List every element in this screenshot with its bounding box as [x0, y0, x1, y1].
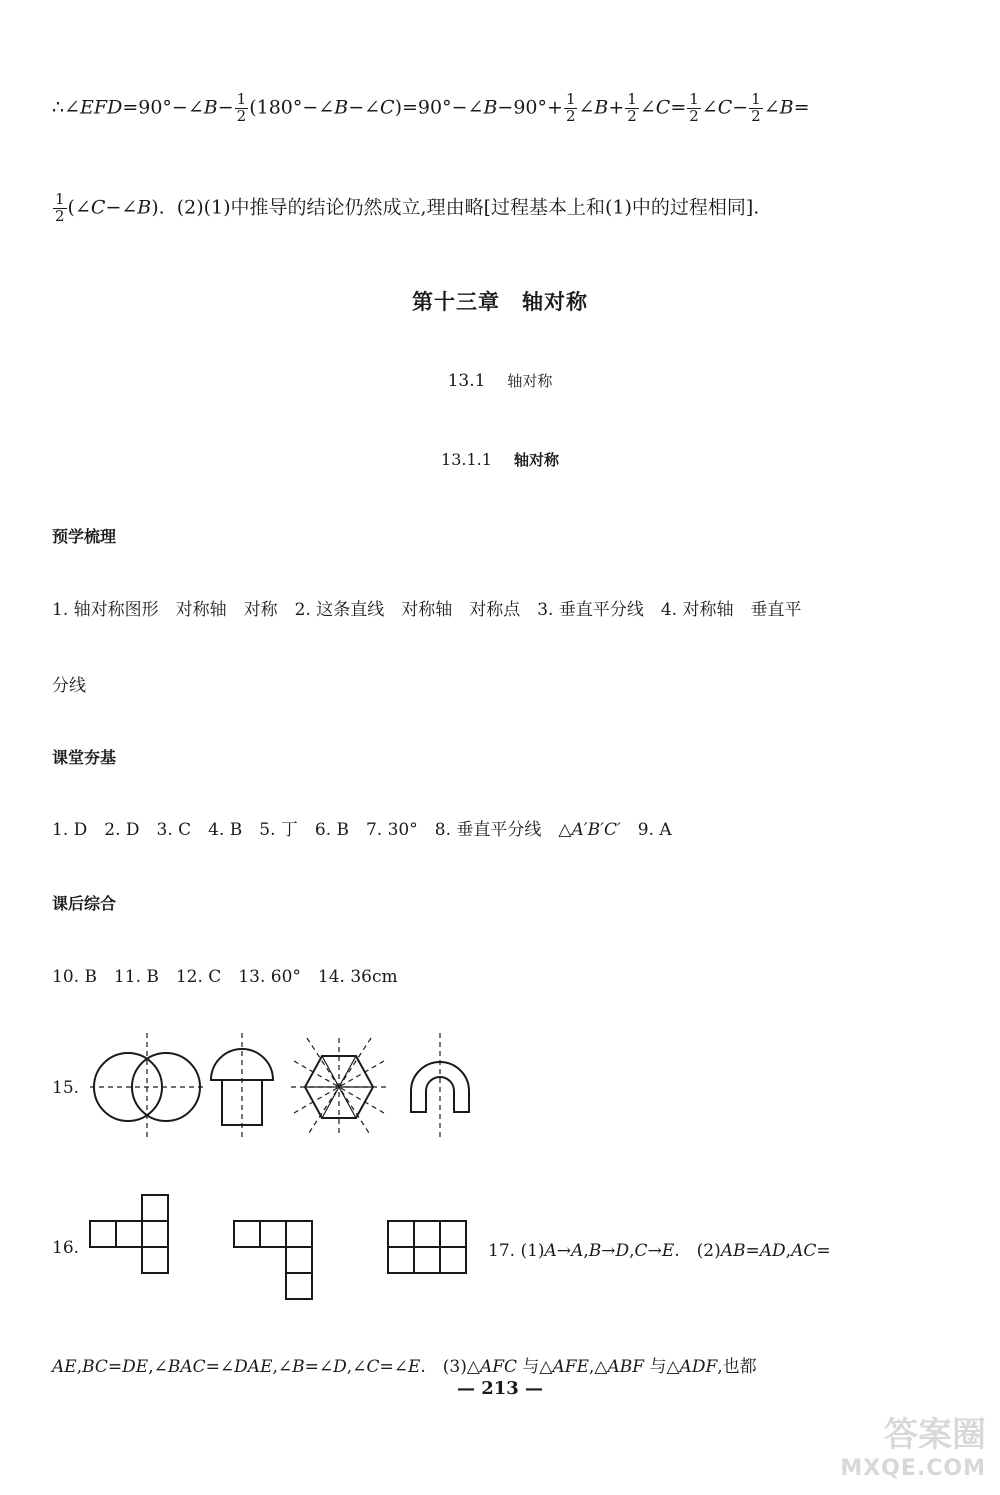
fraction-half: $\frac{1}{2}$ — [55, 190, 65, 225]
classroom-heading: 课堂夯基 — [52, 748, 117, 767]
prestudy-answers-line-1: 1. 轴对称图形 对称轴 对称 2. 这条直线 对称轴 对称点 3. 垂直平分线 4. 对称轴 垂直平 — [52, 600, 802, 620]
after-class-answers: 10. B 11. B 12. C 13. 60° 14. 36cm — [52, 967, 398, 987]
q16-figures — [88, 1193, 478, 1303]
watermark-logo — [796, 1415, 986, 1488]
question-17-continued: AE,BC=DE,∠BAC=∠DAE,∠B=∠D,∠C=∠E. (3)△AFC 与△AFE,△ABF 与△ADF,也都 — [52, 1357, 757, 1377]
watermark-bottom: MXQE.COM — [840, 1456, 986, 1481]
chapter-title: 第十三章 轴对称 — [412, 290, 588, 314]
net-figure-3 — [388, 1221, 466, 1273]
fraction-half: $\frac{1}{2}$ — [751, 90, 761, 125]
fraction-half: $\frac{1}{2}$ — [236, 90, 247, 125]
watermark-top: 答案圈 — [884, 1415, 986, 1455]
net-figure-2 — [234, 1221, 312, 1299]
two-circles-figure — [90, 1033, 204, 1138]
formula-line-2: $\frac{1}{2}$ (∠C−∠B). (2)(1)中推导的结论仍然成立,理由略[过程基本上和(1)中的过程相同]. — [55, 190, 760, 225]
question-15-label: 15. — [52, 1078, 80, 1098]
arch-figure — [411, 1033, 469, 1138]
prestudy-answers-line-2: 分线 — [52, 676, 86, 696]
subsection-title: 13.1.1 轴对称 — [441, 450, 559, 469]
fraction-half: $\frac{1}{2}$ — [565, 90, 576, 125]
after-class-heading: 课后综合 — [52, 894, 117, 913]
prestudy-heading: 预学梳理 — [52, 527, 117, 546]
fraction-half: $\frac{1}{2}$ — [627, 90, 637, 125]
formula-line-1: ∴∠EFD=90°−∠B− $\frac{1}{2}$ (180°−∠B−∠C)=90°−∠B−90°+ $\frac{1}{2}$ ∠B+ $\frac{1}{2}$ ∠C= $\frac{1}{2}$ ∠C− $\frac{1}{2}$ ∠B= — [52, 90, 810, 125]
question-17-line: 17. (1)A→A,B→D,C→E. (2)AB=AD,AC= — [488, 1241, 831, 1261]
hexagon-figure — [291, 1038, 387, 1136]
section-title: 13.1 轴对称 — [447, 371, 553, 391]
net-figure-1 — [90, 1195, 168, 1273]
classroom-answers: 1. D 2. D 3. C 4. B 5. 丁 6. B 7. 30° 8. 垂直平分线 △A′B′C′ 9. A — [52, 820, 672, 840]
mushroom-figure — [211, 1033, 273, 1138]
q15-figures — [86, 1028, 506, 1140]
page-number: — 213 — — [456, 1378, 544, 1399]
fraction-half: $\frac{1}{2}$ — [689, 90, 699, 125]
question-16-label: 16. — [52, 1238, 80, 1258]
